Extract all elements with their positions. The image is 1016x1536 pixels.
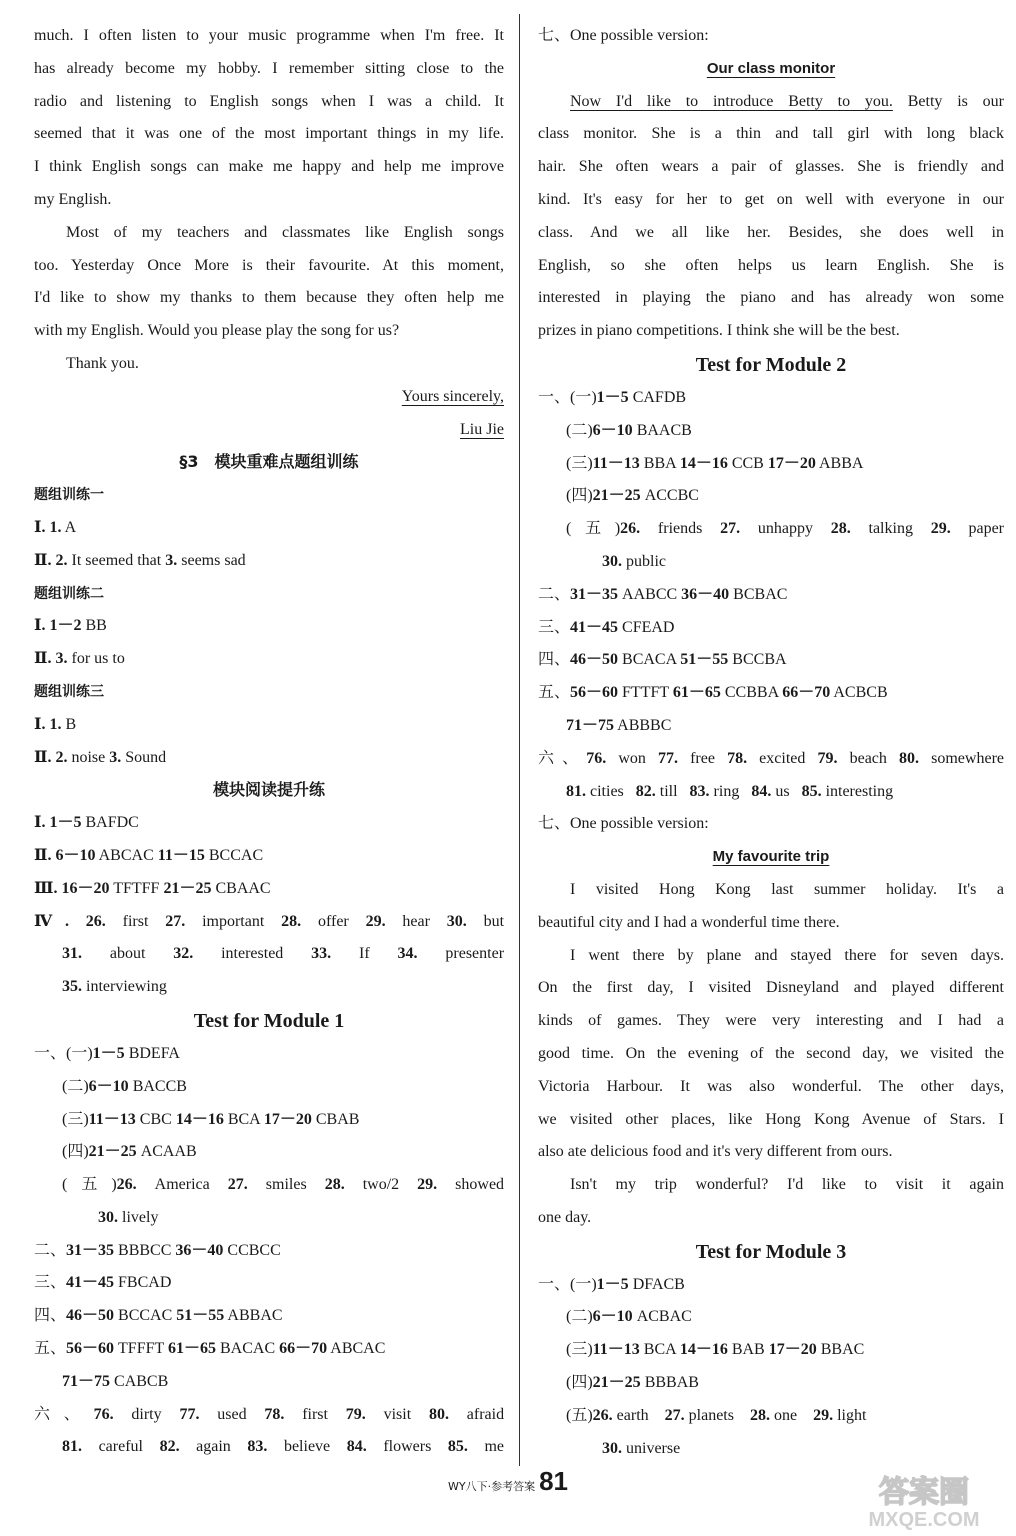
answer-line: (二)6－10 ACBAC — [566, 1308, 692, 1326]
answer-line: Ⅰ. 1－2 BB — [34, 617, 107, 635]
module-title: Test for Module 2 — [695, 353, 847, 376]
answer-line: (三)11－13 CBC 14－16 BCA 17－20 CBAB — [62, 1110, 360, 1128]
answer-line: 71－75 ABBBC — [566, 716, 672, 734]
essay-line: interested in playing the piano and has already won some — [538, 289, 1004, 307]
right-column — [538, 20, 1004, 1465]
essay-line: Isn't my trip wonderful? I'd like to visit it again — [570, 1176, 1004, 1194]
section-title: §3 模块重难点题组训练 — [179, 452, 359, 472]
answer-line: 35. interviewing — [62, 978, 167, 996]
answer-line: Ⅲ. 16－20 TFTFF 21－25 CBAAC — [34, 879, 271, 897]
letter-line: radio and listening to English songs when I was a child. It — [34, 92, 504, 110]
letter-closing: Thank you. — [66, 354, 139, 372]
group-title: 题组训练三 — [34, 683, 104, 700]
answer-line: (三)11－13 BCA 14－16 BAB 17－20 BBAC — [566, 1341, 865, 1359]
letter-line: Most of my teachers and classmates like English songs — [66, 223, 504, 241]
page-number: 81 — [539, 1466, 568, 1496]
essay-line: good time. On the evening of the second day, we visited the — [538, 1044, 1004, 1062]
version-label: 七、One possible version: — [538, 27, 709, 44]
answer-line: (五)26. friends 27. unhappy 28. talking 29. paper — [566, 520, 1005, 538]
answer-line: 一、(一)1－5 CAFDB — [538, 388, 687, 406]
answer-line: Ⅱ. 2. noise 3. Sound — [34, 748, 167, 766]
answer-line: 81. careful 82. again 83. believe 84. flowers 85. me — [62, 1438, 504, 1456]
essay-line: English, so she often helps us learn English. She is — [538, 256, 1004, 274]
answer-line: (五)26. America 27. smiles 28. two/2 29. showed — [62, 1176, 505, 1194]
answer-line: 五、56－60 TFFFT 61－65 BACAC 66－70 ABCAC — [34, 1340, 386, 1358]
answer-line: 30. public — [602, 552, 666, 570]
essay-line: hair. She often wears a pair of glasses. She is friendly and — [538, 158, 1004, 176]
answer-line: 71－75 CABCB — [62, 1372, 169, 1390]
answer-line: (四)21－25 BBBAB — [566, 1374, 699, 1392]
essay-line: I went there by plane and stayed there for seven days. — [570, 946, 1004, 964]
answer-line: 六、76. won 77. free 78. excited 79. beach 80. somewhere — [538, 749, 1004, 767]
answer-line: 三、41－45 FBCAD — [34, 1274, 172, 1292]
essay-line: prizes in piano competitions. I think she will be the best. — [538, 322, 900, 340]
answer-line: 五、56－60 FTTFT 61－65 CCBBA 66－70 ACBCB — [538, 684, 888, 702]
answer-line: Ⅰ. 1. B — [34, 715, 77, 733]
answer-line: 30. lively — [98, 1208, 159, 1226]
essay-title: My favourite trip — [712, 848, 830, 866]
answer-line: (二)6－10 BACCB — [62, 1077, 187, 1095]
letter-line: has already become my hobby. I remember sitting close to the — [34, 59, 504, 77]
essay-line: Victoria Harbour. It was also wonderful. The other days, — [538, 1077, 1004, 1095]
answer-line: Ⅰ. 1－5 BAFDC — [34, 814, 139, 832]
module-title: Test for Module 1 — [193, 1009, 345, 1032]
essay-line: Now I'd like to introduce Betty to you. Betty is our — [570, 92, 1004, 110]
answer-line: (四)21－25 ACAAB — [62, 1143, 197, 1161]
letter-line: my English. — [34, 190, 112, 208]
answer-line: 30. universe — [602, 1439, 681, 1457]
section-title: 模块阅读提升练 — [212, 780, 325, 800]
footer-label: WY八下·参考答案 — [447, 1480, 536, 1493]
essay-line: class. And we all like her. Besides, she does well in — [538, 223, 1004, 241]
letter-line: I'd like to show my thanks to them because they often help me — [34, 289, 504, 307]
essay-line: beautiful city and I had a wonderful time there. — [538, 913, 840, 931]
answer-line: 六、76. dirty 77. used 78. first 79. visit 80. afraid — [34, 1405, 505, 1423]
answer-line: 81. cities 82. till 83. ring 84. us 85. interesting — [566, 782, 894, 800]
essay-line: I visited Hong Kong last summer holiday. It's a — [570, 880, 1004, 898]
answer-line: Ⅱ. 3. for us to — [34, 650, 125, 668]
answer-line: 二、31－35 BBBCC 36－40 CCBCC — [34, 1241, 281, 1259]
answer-line: (三)11－13 BBA 14－16 CCB 17－20 ABBA — [566, 454, 864, 472]
left-column — [34, 20, 504, 1464]
answer-line: 二、31－35 AABCC 36－40 BCBAC — [538, 585, 788, 603]
letter-line: too. Yesterday Once More is their favourite. At this moment, — [34, 256, 504, 274]
essay-line: kind. It's easy for her to get on well with everyone in our — [538, 190, 1004, 208]
essay-line: kinds of games. They were very interesting and I had a — [538, 1012, 1004, 1030]
letter-line: much. I often listen to your music programme when I'm free. It — [34, 27, 504, 44]
essay-line: one day. — [538, 1208, 592, 1226]
answer-line: Ⅳ. 26. first 27. important 28. offer 29. hear 30. but — [34, 912, 505, 930]
answer-line: (四)21－25 ACCBC — [566, 487, 699, 505]
watermark-url: MXQE.COM — [868, 1509, 980, 1531]
essay-line: also ate delicious food and it's very different from ours. — [538, 1143, 893, 1161]
answer-line: Ⅱ. 6－10 ABCAC 11－15 BCCAC — [34, 846, 264, 864]
answer-line: 一、(一)1－5 DFACB — [538, 1275, 685, 1293]
letter-line: seemed that it was one of the most important things in my life. — [34, 125, 504, 143]
letter-line: with my English. Would you please play the song for us? — [34, 322, 400, 340]
letter-signoff: Yours sincerely, — [401, 387, 504, 405]
answer-line: 四、46－50 BCACA 51－55 BCCBA — [538, 651, 787, 669]
answer-line: Ⅰ. 1. A — [34, 518, 77, 536]
answer-line: 三、41－45 CFEAD — [538, 618, 675, 636]
module-title: Test for Module 3 — [695, 1240, 847, 1263]
group-title: 题组训练一 — [34, 487, 104, 504]
essay-line: we visited other places, like Hong Kong Avenue of Stars. I — [538, 1110, 1004, 1128]
answer-line: 31. about 32. interested 33. If 34. presenter — [62, 945, 505, 963]
letter-line: I think English songs can make me happy and help me improve — [34, 158, 504, 176]
watermark-text: 答案圈 — [879, 1475, 969, 1510]
answer-line: (五)26. earth 27. planets 28. one 29. light — [566, 1406, 867, 1424]
answer-line: (二)6－10 BAACB — [566, 421, 692, 439]
letter-signature: Liu Jie — [460, 420, 504, 438]
group-title: 题组训练二 — [34, 585, 104, 602]
answer-line: 四、46－50 BCCAC 51－55 ABBAC — [34, 1307, 283, 1325]
answer-line: 一、(一)1－5 BDEFA — [34, 1044, 180, 1062]
answer-line: Ⅱ. 2. It seemed that 3. seems sad — [34, 551, 246, 569]
essay-line: On the first day, I visited Disneyland and played different — [538, 979, 1004, 997]
essay-title: Our class monitor — [706, 59, 836, 77]
column-divider — [519, 14, 520, 1466]
version-label: 七、One possible version: — [538, 815, 709, 833]
essay-line: class monitor. She is a thin and tall girl with long black — [538, 125, 1004, 143]
watermark-logo — [838, 1468, 1010, 1532]
